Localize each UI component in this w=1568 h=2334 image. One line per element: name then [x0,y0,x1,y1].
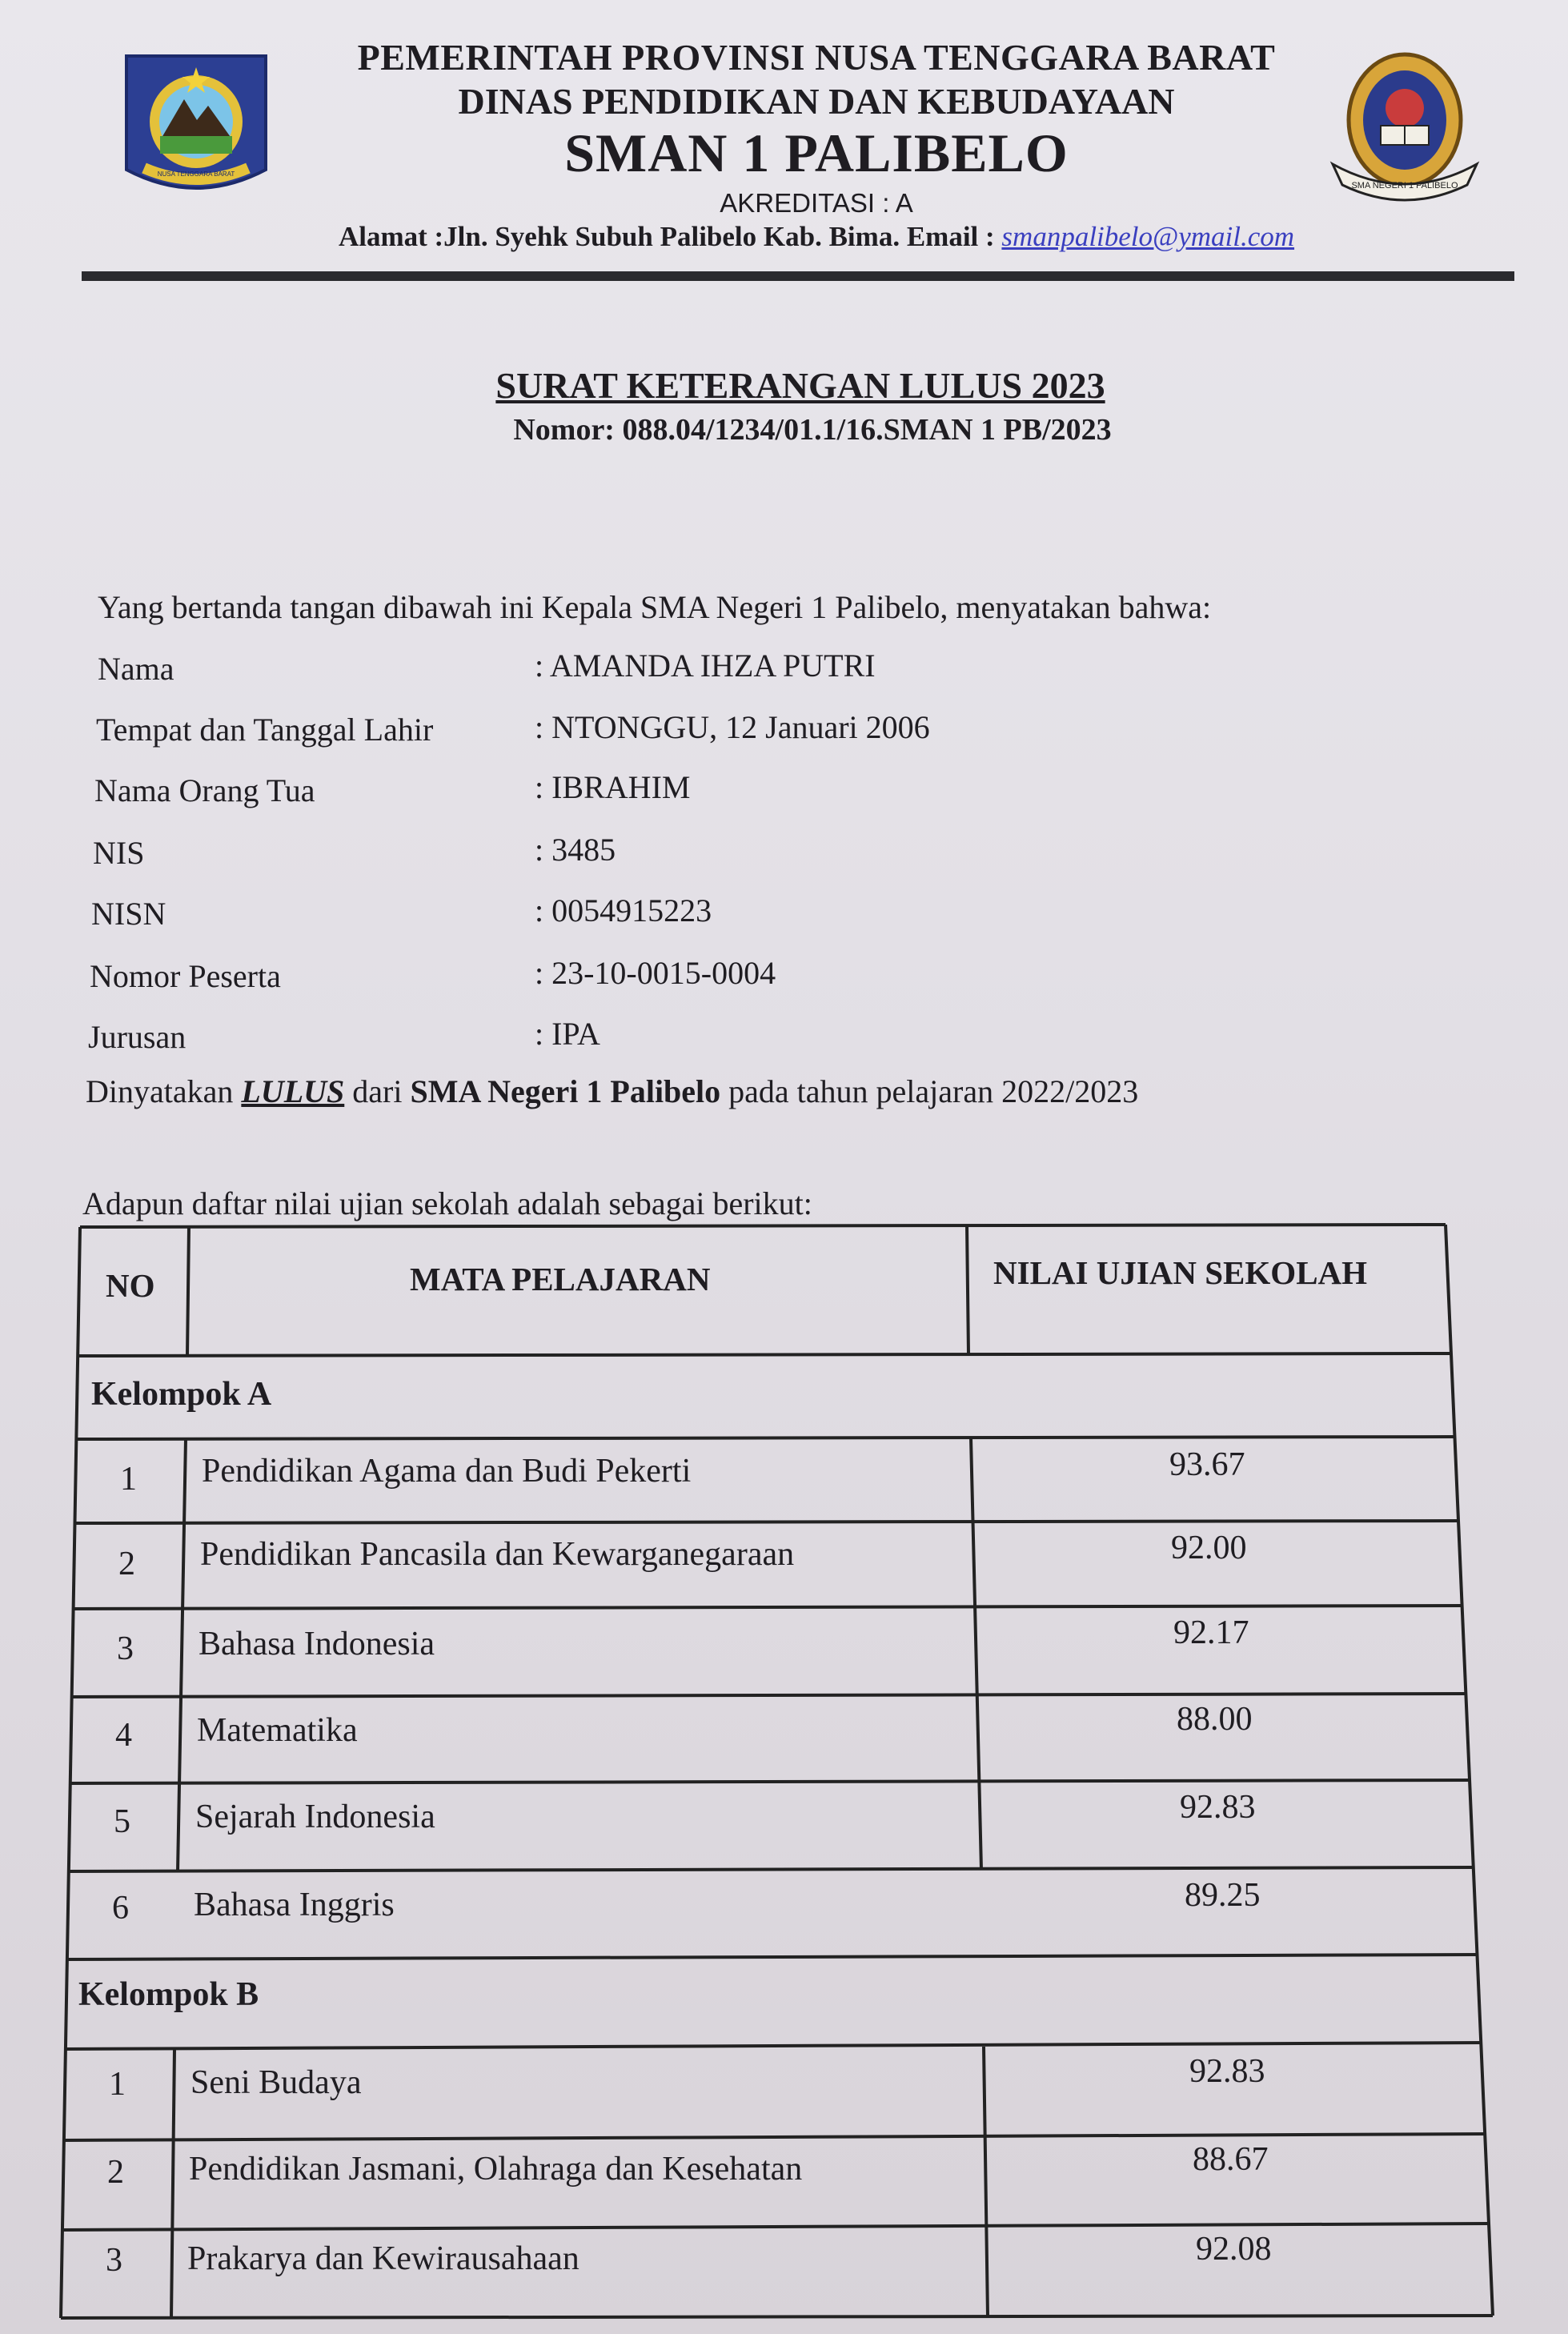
table-header-subject: MATA PELAJARAN [410,1261,711,1297]
table-header-score: NILAI UJIAN SEKOLAH [993,1254,1368,1291]
statement-suffix: pada tahun pelajaran 2022/2023 [720,1073,1139,1109]
table-header-no: NO [106,1267,155,1304]
row-subject: Pendidikan Jasmani, Olahraga dan Kesehatan [189,2151,803,2188]
row-no: 2 [107,2154,124,2191]
row-subject: Bahasa Indonesia [199,1626,435,1662]
grades-intro: Adapun daftar nilai ujian sekolah adalah sebagai berikut: [82,1185,812,1221]
row-score: 92.08 [1196,2231,1272,2268]
statement-prefix: Dinyatakan [86,1073,242,1109]
field-value-orang-tua: : IBRAHIM [535,769,691,805]
row-subject: Seni Budaya [190,2064,362,2101]
letterhead-school-name: SMAN 1 PALIBELO [564,122,1069,183]
row-score: 93.67 [1169,1446,1245,1483]
statement-middle: dari [344,1073,411,1109]
field-value-nama: : AMANDA IHZA PUTRI [535,648,876,684]
document-title: SURAT KETERANGAN LULUS 2023 [495,365,1105,406]
field-label-nis: NIS [93,835,145,871]
row-no: 6 [112,1890,129,1927]
group-a-label: Kelompok A [91,1376,272,1413]
row-score: 92.83 [1189,2053,1265,2090]
row-no: 5 [114,1803,130,1840]
intro-statement: Yang bertanda tangan dibawah ini Kepala SMA Negeri 1 Palibelo, menyatakan bahwa: [98,589,1212,625]
row-score: 92.17 [1173,1614,1249,1651]
statement-school: SMA Negeri 1 Palibelo [410,1073,721,1109]
row-score: 89.25 [1185,1877,1261,1914]
row-no: 3 [117,1630,134,1667]
row-score: 92.83 [1180,1789,1256,1826]
email-link[interactable]: smanpalibelo@ymail.com [1001,221,1295,252]
row-no: 4 [115,1717,132,1754]
row-subject: Bahasa Inggris [194,1887,395,1923]
row-no: 1 [109,2066,126,2103]
row-subject: Matematika [197,1712,358,1749]
field-label-orang-tua: Nama Orang Tua [94,772,315,808]
status-lulus: LULUS [241,1073,345,1109]
row-score: 88.67 [1193,2141,1269,2178]
document-number: Nomor: 088.04/1234/01.1/16.SMAN 1 PB/2023 [513,413,1112,447]
row-score: 92.00 [1171,1530,1247,1566]
row-score: 88.00 [1177,1701,1253,1738]
field-value-jurusan: : IPA [535,1016,600,1052]
letterhead-government: PEMERINTAH PROVINSI NUSA TENGGARA BARAT [357,37,1276,78]
field-value-ttl: : NTONGGU, 12 Januari 2006 [535,709,930,745]
field-label-jurusan: Jurusan [88,1019,186,1055]
row-no: 3 [106,2242,122,2279]
address-text: Alamat :Jln. Syehk Subuh Palibelo Kab. Bima. Email : [338,221,1002,252]
field-label-nisn: NISN [91,896,166,932]
field-value-nis: : 3485 [535,832,616,868]
field-label-nomor-peserta: Nomor Peserta [90,958,281,994]
field-label-ttl: Tempat dan Tanggal Lahir [96,712,434,748]
row-subject: Pendidikan Agama dan Budi Pekerti [202,1453,692,1490]
field-value-nisn: : 0054915223 [535,892,712,928]
letterhead-department: DINAS PENDIDIKAN DAN KEBUDAYAAN [458,81,1175,122]
field-value-nomor-peserta: : 23-10-0015-0004 [535,955,776,991]
row-no: 2 [118,1546,135,1582]
row-subject: Prakarya dan Kewirausahaan [187,2240,579,2277]
row-no: 1 [120,1461,137,1498]
svg-text:SMA NEGERI 1 PALIBELO: SMA NEGERI 1 PALIBELO [1351,181,1458,190]
svg-text:NUSA TENGGARA BARAT: NUSA TENGGARA BARAT [157,170,235,178]
group-b-label: Kelompok B [78,1976,259,2013]
row-subject: Pendidikan Pancasila dan Kewarganegaraan [200,1536,795,1573]
row-subject: Sejarah Indonesia [195,1799,435,1835]
letterhead-accreditation: AKREDITASI : A [720,188,913,218]
field-label-nama: Nama [98,651,174,687]
